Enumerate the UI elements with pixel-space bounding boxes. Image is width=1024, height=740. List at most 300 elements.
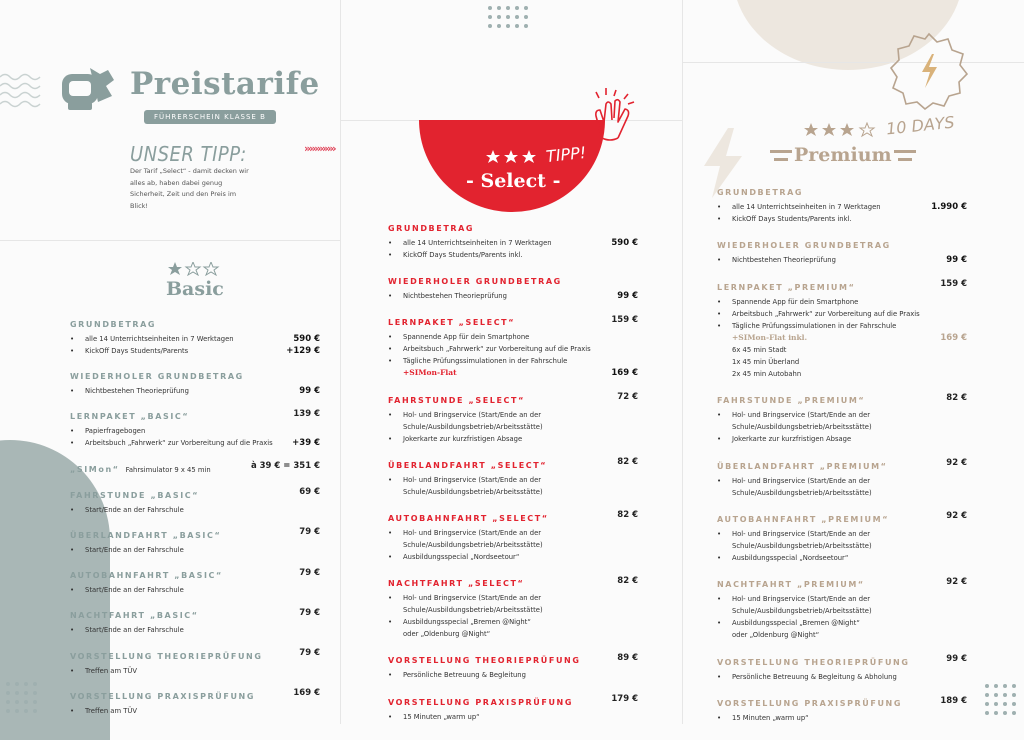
price-section	[70, 644, 320, 677]
section-heading-wrap	[717, 572, 865, 591]
section-header	[717, 233, 967, 252]
item-text: • Hol- und Bringservice (Start/Ende an der	[388, 474, 541, 486]
list-item	[717, 487, 967, 499]
item-text: Schule/Ausbildungsbetrieb/Arbeitsstätte)	[732, 541, 872, 550]
list-item	[717, 356, 967, 368]
item-text: • Nichtbestehen Theorieprüfung	[70, 385, 189, 397]
item-text: +SIMon-Flat inkl.	[732, 332, 808, 342]
tier-title-basic: Basic	[166, 278, 224, 300]
item-text: • Nichtbestehen Theorieprüfung	[388, 290, 507, 302]
list-item	[70, 624, 320, 636]
list-item	[717, 528, 967, 540]
section-header	[717, 691, 967, 710]
section-price: 72 €	[617, 392, 638, 403]
section-items	[70, 665, 320, 677]
section-heading-wrap	[70, 644, 263, 663]
price-section	[717, 388, 967, 445]
list-item	[388, 237, 638, 249]
section-items	[717, 296, 967, 380]
item-price: 169 €	[611, 368, 638, 379]
section-price: 82 €	[617, 457, 638, 468]
section-items	[717, 475, 967, 499]
price-section	[388, 388, 638, 445]
price-section	[70, 404, 320, 449]
section-header	[388, 571, 638, 590]
section-heading-wrap	[388, 269, 562, 288]
section-price: 79 €	[299, 567, 320, 578]
section-heading-wrap	[70, 364, 244, 383]
item-text: Schule/Ausbildungsbetrieb/Arbeitsstätte)	[403, 422, 543, 431]
item-text: • Start/Ende an der Fahrschule	[70, 544, 184, 556]
list-item	[388, 249, 638, 261]
section-items	[388, 409, 638, 445]
section-heading-wrap	[70, 603, 199, 622]
section-header	[388, 269, 638, 288]
lightning-seal-icon	[890, 32, 968, 110]
item-text: • Hol- und Bringservice (Start/Ende an der	[388, 409, 541, 421]
item-text: Schule/Ausbildungsbetrieb/Arbeitsstätte)	[403, 487, 543, 496]
select-red-bowl-shape	[419, 118, 605, 212]
section-header	[70, 684, 320, 703]
item-text: • Treffen am TÜV	[70, 665, 137, 677]
list-item	[717, 712, 967, 724]
list-item	[717, 552, 967, 564]
section-heading: VORSTELLUNG PRAXISPRÜFUNG	[388, 697, 574, 707]
section-header	[388, 310, 638, 329]
section-header	[717, 650, 967, 669]
section-items	[388, 669, 638, 681]
section-heading-wrap	[388, 453, 547, 472]
tier-title-select: - Select -	[466, 170, 561, 192]
item-price: 1.990 €	[931, 202, 967, 212]
section-heading-wrap	[70, 563, 223, 582]
section-header	[70, 644, 320, 663]
list-item	[717, 213, 967, 225]
section-price: à 39 € = 351 €	[250, 461, 320, 472]
section-heading-wrap	[70, 312, 156, 331]
price-section	[388, 269, 638, 302]
title-dash	[898, 158, 912, 161]
section-heading-wrap	[717, 691, 902, 710]
list-item	[388, 539, 638, 551]
item-text: • Hol- und Bringservice (Start/Ende an der	[717, 475, 870, 487]
list-item	[717, 540, 967, 552]
section-items	[388, 237, 638, 261]
dot-grid-decoration	[6, 682, 37, 713]
item-text: • Jokerkarte zur kurzfristigen Absage	[717, 433, 851, 445]
item-price: 590 €	[611, 238, 638, 248]
section-heading: „SIMon“	[70, 464, 120, 474]
section-price: 92 €	[946, 458, 967, 469]
price-section	[70, 684, 320, 717]
section-heading-wrap	[70, 523, 221, 542]
section-header	[70, 603, 320, 622]
section-header	[717, 572, 967, 591]
list-item	[388, 486, 638, 498]
section-header	[388, 216, 638, 235]
section-heading: ÜBERLANDFAHRT „BASIC“	[70, 530, 222, 540]
section-price: 159 €	[940, 279, 967, 290]
item-text: • Hol- und Bringservice (Start/Ende an der	[388, 592, 541, 604]
list-item	[70, 425, 320, 437]
list-item	[388, 367, 638, 379]
wave-lines-decoration	[0, 72, 42, 112]
item-price: +39 €	[292, 438, 320, 449]
item-text: • Spannende App für dein Smartphone	[388, 331, 529, 343]
item-text: • Start/Ende an der Fahrschule	[70, 584, 184, 596]
page-title: Preistarife	[130, 66, 320, 102]
list-item	[388, 711, 638, 723]
item-text: • Hol- und Bringservice (Start/Ende an der	[717, 593, 870, 605]
list-item	[717, 320, 967, 332]
tipp-label: TIPP!	[545, 142, 588, 167]
section-items	[717, 712, 967, 724]
section-header	[717, 275, 967, 294]
list-item	[70, 665, 320, 677]
section-price: 89 €	[617, 652, 638, 663]
item-text: +SIMon-Flat	[403, 368, 457, 378]
section-price: 139 €	[293, 408, 320, 419]
section-price: 92 €	[946, 511, 967, 522]
item-text: • 15 Minuten „warm up“	[388, 711, 480, 723]
list-item	[717, 344, 967, 356]
section-header	[70, 364, 320, 383]
list-item	[717, 605, 967, 617]
section-header	[70, 563, 320, 582]
section-price: 79 €	[299, 527, 320, 538]
list-item	[717, 254, 967, 266]
item-text: • Hol- und Bringservice (Start/Ende an der	[717, 528, 870, 540]
section-heading-wrap	[388, 571, 524, 590]
section-price: 79 €	[299, 648, 320, 658]
section-price: 159 €	[611, 314, 638, 325]
item-text: • Treffen am TÜV	[70, 705, 137, 717]
item-price: 99 €	[946, 255, 967, 266]
section-heading-wrap	[717, 507, 889, 526]
list-item	[388, 616, 638, 628]
section-items	[70, 504, 320, 516]
price-section	[717, 691, 967, 724]
section-heading: FAHRSTUNDE „BASIC“	[70, 490, 200, 500]
list-item	[717, 629, 967, 641]
section-items	[717, 593, 967, 641]
section-heading: AUTOBAHNFAHRT „BASIC“	[70, 571, 223, 581]
list-item	[70, 544, 320, 556]
section-heading-note: Fahrsimulator 9 x 45 min	[125, 465, 211, 474]
section-items	[388, 592, 638, 640]
section-items	[70, 705, 320, 717]
item-text: • Persönliche Betreuung & Begleitung & Abholung	[717, 671, 897, 683]
price-section	[388, 310, 638, 379]
list-item	[717, 296, 967, 308]
price-section	[717, 275, 967, 380]
section-heading: NACHTFAHRT „SELECT“	[388, 579, 525, 589]
section-price: 189 €	[940, 695, 967, 706]
item-text: 1x 45 min Überland	[732, 357, 800, 366]
item-text: • alle 14 Unterrichtseinheiten in 7 Werktagen	[717, 201, 881, 213]
section-heading-wrap	[388, 388, 525, 407]
title-dash	[894, 150, 916, 153]
section-price: 79 €	[299, 607, 320, 618]
price-section	[388, 216, 638, 261]
section-heading-wrap	[388, 506, 549, 525]
price-section	[388, 453, 638, 498]
section-heading-wrap	[717, 650, 910, 669]
section-price: 82 €	[617, 575, 638, 586]
section-heading: VORSTELLUNG THEORIEPRÜFUNG	[70, 651, 263, 661]
section-heading: NACHTFAHRT „PREMIUM“	[717, 580, 865, 590]
price-section	[70, 457, 320, 476]
price-section	[388, 571, 638, 640]
list-item	[717, 617, 967, 629]
price-section	[717, 572, 967, 641]
item-price: 169 €	[940, 332, 967, 343]
list-item	[70, 504, 320, 516]
section-price: 69 €	[299, 487, 320, 498]
section-items	[388, 474, 638, 498]
section-header	[717, 180, 967, 199]
list-item	[717, 671, 967, 683]
list-item	[388, 355, 638, 367]
price-section	[70, 563, 320, 596]
section-heading-wrap	[70, 457, 211, 476]
item-text: • Ausbildungsspecial „Bremen @Night“	[388, 616, 531, 628]
price-section	[70, 523, 320, 556]
price-section	[717, 233, 967, 266]
section-items	[717, 201, 967, 225]
divider-line	[683, 62, 1024, 63]
item-text: • Jokerkarte zur kurzfristigen Absage	[388, 433, 522, 445]
list-item	[717, 201, 967, 213]
section-header	[388, 388, 638, 407]
item-text: • KickOff Days Students/Parents inkl.	[717, 213, 852, 225]
list-item	[388, 343, 638, 355]
section-heading-wrap	[717, 233, 891, 252]
item-text: • Tägliche Prüfungssimulationen in der Fahrschule	[717, 320, 896, 332]
price-section	[717, 454, 967, 499]
tip-heading: UNSER TIPP:	[130, 142, 247, 166]
section-header	[70, 312, 320, 331]
item-price: 590 €	[293, 334, 320, 344]
one-star-rating-icon	[168, 262, 220, 276]
section-heading-wrap	[717, 275, 855, 294]
list-item	[388, 409, 638, 421]
list-item	[717, 433, 967, 445]
section-price: 179 €	[611, 694, 638, 704]
item-text: • Hol- und Bringservice (Start/Ende an der	[717, 409, 870, 421]
item-text: • KickOff Days Students/Parents inkl.	[388, 249, 523, 261]
section-header	[70, 404, 320, 423]
item-text: • Ausbildungsspecial „Bremen @Night“	[717, 617, 860, 629]
section-heading: ÜBERLANDFAHRT „SELECT“	[388, 460, 548, 470]
section-heading: ÜBERLANDFAHRT „PREMIUM“	[717, 461, 888, 471]
section-heading: GRUNDBETRAG	[717, 188, 804, 197]
item-text: • Papierfragebogen	[70, 425, 145, 437]
section-heading: WIEDERHOLER GRUNDBETRAG	[717, 241, 891, 251]
section-items	[717, 254, 967, 266]
section-price: 82 €	[617, 510, 638, 521]
section-heading: VORSTELLUNG PRAXISPRÜFUNG	[717, 699, 903, 709]
title-dash	[774, 158, 788, 161]
section-items	[70, 584, 320, 596]
basic-price-list	[70, 312, 320, 724]
section-heading: AUTOBAHNFAHRT „PREMIUM“	[717, 514, 890, 524]
divider-line	[0, 240, 340, 241]
license-class-badge: FÜHRERSCHEIN KLASSE B	[144, 110, 276, 124]
item-text: oder „Oldenburg @Night“	[403, 630, 491, 639]
section-header	[70, 483, 320, 502]
list-item	[388, 592, 638, 604]
item-text: Schule/Ausbildungsbetrieb/Arbeitsstätte)	[732, 423, 872, 432]
item-text: • Hol- und Bringservice (Start/Ende an der	[388, 527, 541, 539]
list-item	[388, 290, 638, 302]
section-heading: FAHRSTUNDE „SELECT“	[388, 395, 525, 405]
price-section	[70, 603, 320, 636]
section-heading: FAHRSTUNDE „PREMIUM“	[717, 396, 866, 406]
price-section	[70, 312, 320, 357]
item-text: • Start/Ende an der Fahrschule	[70, 504, 184, 516]
section-heading-wrap	[388, 690, 573, 709]
list-item	[70, 584, 320, 596]
section-heading: WIEDERHOLER GRUNDBETRAG	[388, 277, 562, 287]
driving-school-logo-icon	[60, 64, 122, 116]
section-heading-wrap	[717, 454, 888, 473]
section-header	[717, 507, 967, 526]
item-text: • alle 14 Unterrichtseinheiten in 7 Werktagen	[388, 237, 552, 249]
section-price: 169 €	[293, 688, 320, 699]
price-section	[388, 506, 638, 563]
item-text: Schule/Ausbildungsbetrieb/Arbeitsstätte)	[403, 606, 543, 615]
list-item	[70, 345, 320, 357]
ten-days-label: 10 DAYS	[885, 112, 956, 139]
section-heading-wrap	[388, 310, 515, 329]
panel-divider	[340, 0, 341, 724]
section-heading: VORSTELLUNG THEORIEPRÜFUNG	[388, 656, 581, 666]
section-items	[70, 624, 320, 636]
panel-divider	[682, 0, 683, 724]
section-heading-wrap	[717, 180, 803, 199]
list-item	[70, 705, 320, 717]
section-items	[70, 333, 320, 357]
price-section	[717, 507, 967, 564]
section-heading: WIEDERHOLER GRUNDBETRAG	[70, 372, 244, 382]
list-item	[717, 332, 967, 344]
list-item	[70, 333, 320, 345]
select-price-list	[388, 216, 638, 731]
section-items	[70, 385, 320, 397]
list-item	[717, 421, 967, 433]
clapping-hands-icon	[588, 86, 642, 144]
item-text: • KickOff Days Students/Parents	[70, 345, 188, 357]
section-items	[70, 425, 320, 449]
list-item	[388, 474, 638, 486]
item-text: • Arbeitsbuch „Fahrwerk“ zur Vorbereitung auf die Praxis	[388, 343, 591, 355]
item-text: • Ausbildungsspecial „Nordseetour“	[388, 551, 519, 563]
three-star-rating-icon	[486, 150, 540, 164]
section-items	[388, 290, 638, 302]
price-section	[717, 650, 967, 683]
section-heading-wrap	[388, 648, 581, 667]
list-item	[717, 308, 967, 320]
section-heading: LERNPAKET „PREMIUM“	[717, 282, 856, 292]
item-price: +129 €	[286, 346, 320, 356]
section-heading: NACHTFAHRT „BASIC“	[70, 611, 199, 621]
section-items	[70, 544, 320, 556]
section-header	[717, 454, 967, 473]
item-text: • Ausbildungsspecial „Nordseetour“	[717, 552, 848, 564]
arrow-chevrons-icon: »»»»»»	[304, 142, 335, 155]
list-item	[388, 604, 638, 616]
section-heading: VORSTELLUNG PRAXISPRÜFUNG	[70, 691, 256, 701]
item-text: • Tägliche Prüfungssimulationen in der Fahrschule	[388, 355, 567, 367]
price-section	[717, 180, 967, 225]
list-item	[70, 385, 320, 397]
section-heading-wrap	[388, 216, 474, 235]
item-text: oder „Oldenburg @Night“	[732, 631, 820, 640]
price-section	[70, 483, 320, 516]
list-item	[388, 421, 638, 433]
list-item	[717, 368, 967, 380]
item-text: • Spannende App für dein Smartphone	[717, 296, 858, 308]
section-items	[717, 409, 967, 445]
section-heading-wrap	[70, 404, 189, 423]
list-item	[388, 669, 638, 681]
list-item	[388, 628, 638, 640]
section-items	[388, 527, 638, 563]
section-heading: LERNPAKET „BASIC“	[70, 412, 190, 422]
item-text: 2x 45 min Autobahn	[732, 369, 802, 378]
section-price: 92 €	[946, 576, 967, 587]
section-header	[70, 523, 320, 542]
tier-title-premium: Premium	[794, 144, 892, 166]
section-header	[717, 388, 967, 407]
item-text: 6x 45 min Stadt	[732, 345, 787, 354]
item-text: • Arbeitsbuch „Fahrwerk“ zur Vorbereitung auf die Praxis	[717, 308, 920, 320]
item-text: Schule/Ausbildungsbetrieb/Arbeitsstätte)	[403, 540, 543, 549]
section-heading-wrap	[717, 388, 865, 407]
item-price: 99 €	[299, 386, 320, 397]
tip-text: Der Tarif „Select“ - damit decken wir alles ab, haben dabei genug Sicherheit, Zeit und den Preis im Blick!	[130, 167, 249, 210]
list-item	[717, 409, 967, 421]
section-heading: GRUNDBETRAG	[388, 224, 475, 233]
item-text: • Persönliche Betreuung & Begleitung	[388, 669, 526, 681]
section-heading: AUTOBAHNFAHRT „SELECT“	[388, 513, 549, 523]
list-item	[717, 593, 967, 605]
section-items	[388, 331, 638, 379]
section-price: 82 €	[946, 392, 967, 403]
section-header	[388, 506, 638, 525]
section-items	[388, 711, 638, 723]
section-heading-wrap	[70, 684, 255, 703]
list-item	[388, 527, 638, 539]
section-price: 99 €	[946, 654, 967, 665]
dot-grid-decoration	[488, 6, 528, 28]
section-heading-wrap	[70, 483, 199, 502]
section-header	[70, 457, 320, 476]
item-price: 99 €	[617, 291, 638, 302]
price-section	[388, 648, 638, 681]
list-item	[717, 475, 967, 487]
item-text: • Nichtbestehen Theorieprüfung	[717, 254, 836, 266]
section-heading: LERNPAKET „SELECT“	[388, 318, 516, 328]
section-header	[388, 648, 638, 667]
three-star-rating-icon	[804, 122, 880, 138]
section-items	[717, 671, 967, 683]
section-header	[388, 453, 638, 472]
item-text: • Start/Ende an der Fahrschule	[70, 624, 184, 636]
section-header	[388, 690, 638, 709]
price-section	[70, 364, 320, 397]
